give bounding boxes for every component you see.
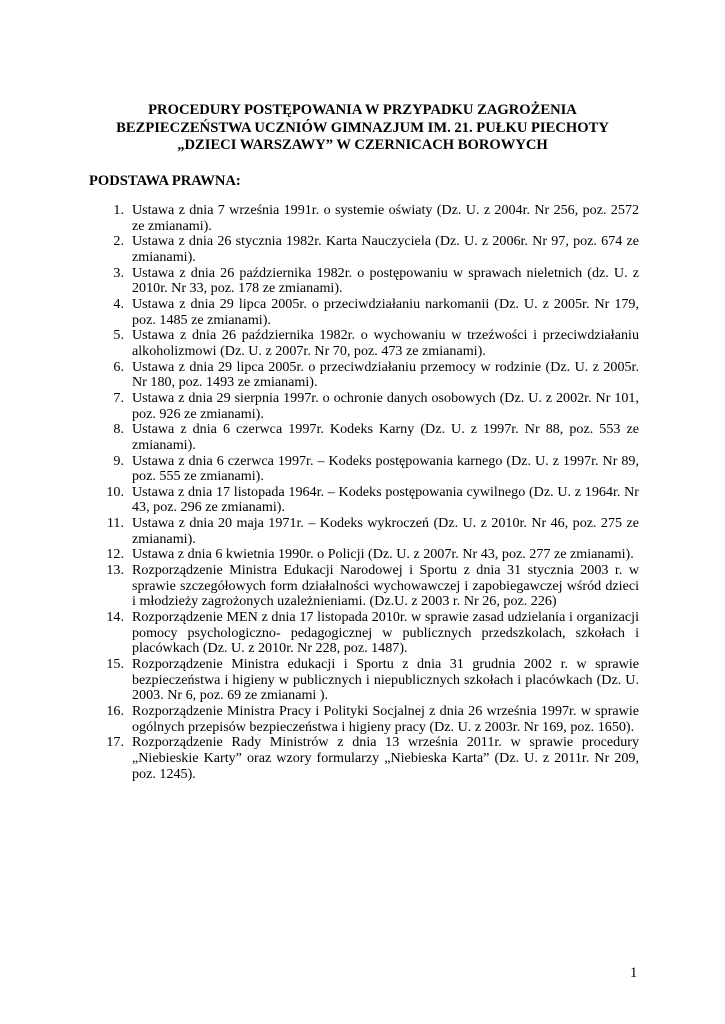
list-item-text: Ustawa z dnia 29 lipca 2005r. o przeciwdziałaniu przemocy w rodzinie (Dz. U. z 2005r. Nr 180, poz. 1493 ze zmianami). <box>132 358 639 391</box>
legal-basis-item <box>89 610 639 657</box>
legal-basis-item <box>89 454 639 485</box>
legal-basis-item <box>89 297 639 328</box>
list-item-number: 12. <box>106 546 124 563</box>
list-item-number: 8. <box>113 421 124 438</box>
legal-basis-list <box>89 203 639 782</box>
legal-basis-item <box>89 485 639 516</box>
legal-basis-item <box>89 328 639 359</box>
list-item-text: Rozporządzenie Ministra edukacji i Sportu z dnia 31 grudnia 2002 r. w sprawie bezpieczeństwa i higieny w publicznych i niepublicznych szkołach i placówkach (Dz. U. 2003. Nr 6, poz. 69 ze zmianami ). <box>132 656 639 704</box>
list-item-number: 5. <box>113 327 124 344</box>
title-line-3: „DZIECI WARSZAWY” W CZERNICACH BOROWYCH <box>177 137 548 154</box>
list-item-number: 17. <box>106 734 124 751</box>
list-item-text: Rozporządzenie Rady Ministrów z dnia 13 września 2011r. w sprawie procedury „Niebieskie Karty” oraz wzory formularzy „Niebieska Karta” (Dz. U. z 2011r. Nr 209, poz. 1245). <box>132 734 639 782</box>
legal-basis-item <box>89 266 639 297</box>
legal-basis-item <box>89 422 639 453</box>
legal-basis-item <box>89 704 639 735</box>
legal-basis-item <box>89 360 639 391</box>
list-item-number: 4. <box>113 295 124 312</box>
list-item-text: Rozporządzenie Ministra Pracy i Polityki Socjalnej z dnia 26 września 1997r. w sprawie ogólnych przepisów bezpieczeństwa i higieny pracy (Dz. U. z 2003r. Nr 169, poz. 1650). <box>132 703 639 735</box>
page-number: 1 <box>630 965 638 981</box>
list-item-text: Ustawa z dnia 26 stycznia 1982r. Karta Nauczyciela (Dz. U. z 2006r. Nr 97, poz. 674 ze zmianami). <box>132 233 639 265</box>
list-item-number: 14. <box>106 609 124 626</box>
list-item-text: Ustawa z dnia 17 listopada 1964r. – Kodeks postępowania cywilnego (Dz. U. z 1964r. Nr 43, poz. 296 ze zmianami). <box>132 483 639 516</box>
legal-basis-item <box>89 234 639 265</box>
list-item-number: 1. <box>113 202 124 218</box>
section-heading: PODSTAWA PRAWNA: <box>89 173 241 189</box>
list-item-text: Rozporządzenie MEN z dnia 17 listopada 2010r. w sprawie zasad udzielania i organizacji pomocy psychologiczno- pedagogicznej w publicznych przedszkolach, szkołach i placówkach (Dz. U. z 2010r. Nr 228, poz. 1487). <box>132 609 639 657</box>
list-item-text: Ustawa z dnia 29 sierpnia 1997r. o ochronie danych osobowych (Dz. U. z 2002r. Nr 101, poz. 926 ze zmianami). <box>132 389 639 422</box>
list-item-number: 11. <box>106 515 124 532</box>
document-title <box>90 102 635 155</box>
legal-basis-item <box>89 203 639 234</box>
legal-basis-item <box>89 563 639 610</box>
legal-basis-item <box>89 547 639 563</box>
list-item-number: 9. <box>113 452 124 469</box>
legal-basis-item <box>89 735 639 782</box>
list-item-number: 16. <box>106 703 124 719</box>
list-item-number: 15. <box>106 656 124 673</box>
title-line-2: BEZPIECZEŃSTWA UCZNIÓW GIMNAZJUM IM. 21. PUŁKU PIECHOTY <box>116 119 609 136</box>
list-item-number: 3. <box>113 264 124 281</box>
list-item-text: Ustawa z dnia 7 września 1991r. o systemie oświaty (Dz. U. z 2004r. Nr 256, poz. 2572 ze zmianami). <box>132 202 639 234</box>
list-item-text: Ustawa z dnia 20 maja 1971r. – Kodeks wykroczeń (Dz. U. z 2010r. Nr 46, poz. 275 ze zmianami). <box>132 515 639 547</box>
list-item-text: Ustawa z dnia 26 października 1982r. o postępowaniu w sprawach nieletnich (dz. U. z 2010r. Nr 33, poz. 178 ze zmianami). <box>132 264 639 297</box>
legal-basis-item <box>89 516 639 547</box>
list-item-text: Ustawa z dnia 6 czerwca 1997r. – Kodeks postępowania karnego (Dz. U. z 1997r. Nr 89, poz. 555 ze zmianami). <box>132 452 639 485</box>
list-item-text: Ustawa z dnia 26 października 1982r. o wychowaniu w trzeźwości i przeciwdziałaniu alkoholizmowi (Dz. U. z 2007r. Nr 70, poz. 473 ze zmianami). <box>132 327 639 359</box>
list-item-text: Ustawa z dnia 29 lipca 2005r. o przeciwdziałaniu narkomanii (Dz. U. z 2005r. Nr 179, poz. 1485 ze zmianami). <box>132 295 639 328</box>
legal-basis-item <box>89 657 639 704</box>
list-item-number: 10. <box>106 483 124 500</box>
list-item-text: Ustawa z dnia 6 kwietnia 1990r. o Policji (Dz. U. z 2007r. Nr 43, poz. 277 ze zmianami). <box>132 546 634 563</box>
list-item-number: 13. <box>106 562 124 579</box>
list-item-number: 6. <box>113 358 124 375</box>
title-line-1: PROCEDURY POSTĘPOWANIA W PRZYPADKU ZAGROŻENIA <box>148 102 577 118</box>
list-item-text: Rozporządzenie Ministra Edukacji Narodowej i Sportu z dnia 31 stycznia 2003 r. w sprawie szczegółowych form działalności wychowawczej i zapobiegawczej wśród dzieci i młodzieży zagrożonych uzależnieniami. (Dz.U. z 2003 r. Nr 26, poz. 226) <box>132 562 639 610</box>
legal-basis-item <box>89 391 639 422</box>
list-item-number: 7. <box>113 389 124 406</box>
list-item-number: 2. <box>113 233 124 250</box>
list-item-text: Ustawa z dnia 6 czerwca 1997r. Kodeks Karny (Dz. U. z 1997r. Nr 88, poz. 553 ze zmianami). <box>132 421 639 453</box>
